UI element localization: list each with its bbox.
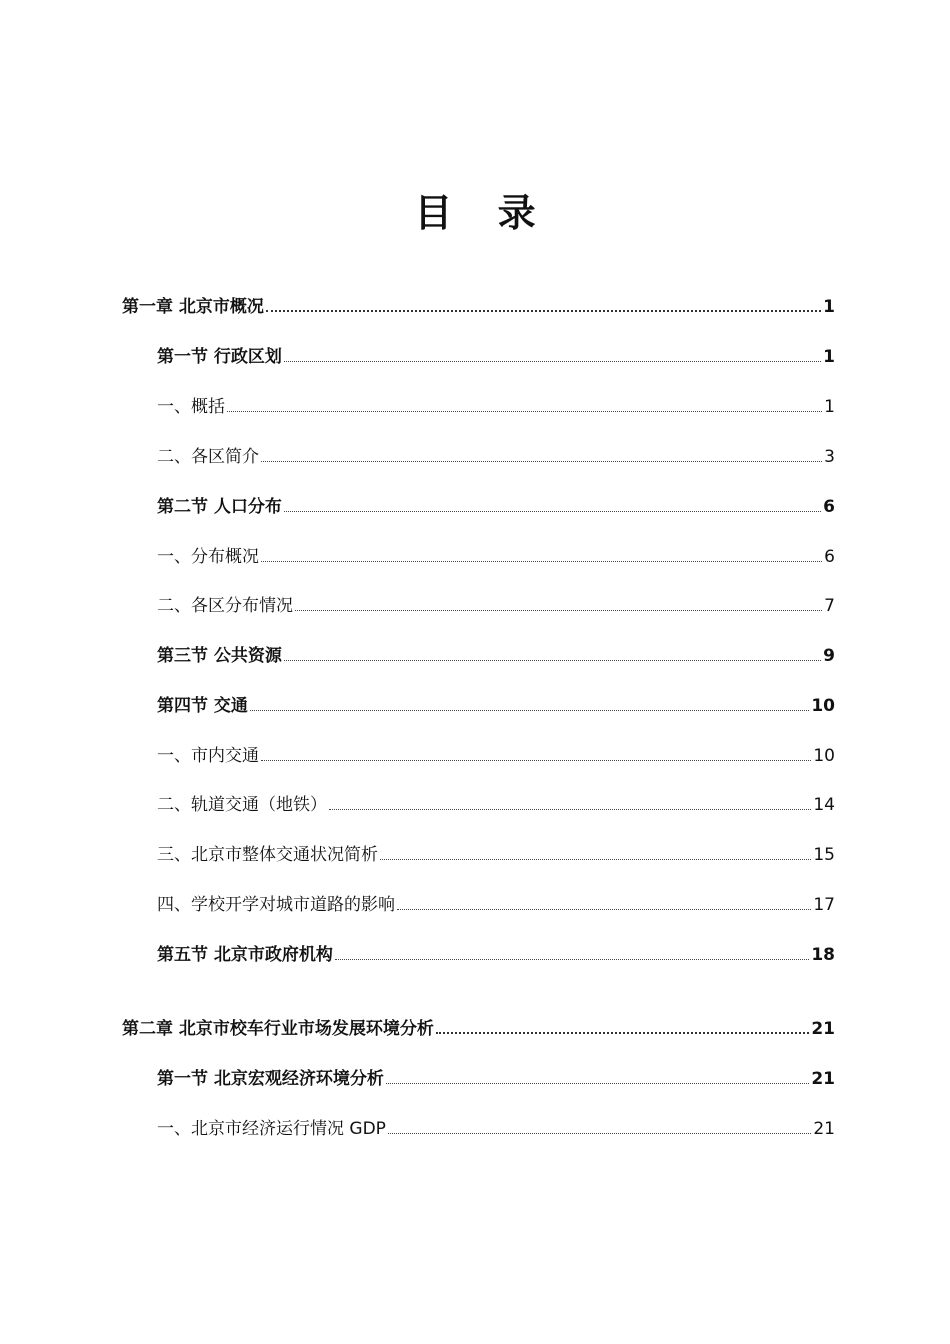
toc-page-number: 6 bbox=[824, 547, 835, 567]
toc-entry-subsection[interactable] bbox=[157, 592, 835, 616]
toc-entry-text: 一、市内交通 bbox=[157, 746, 259, 766]
toc-leader-dots bbox=[388, 1133, 811, 1134]
toc-entry-subsection[interactable] bbox=[157, 841, 835, 865]
toc-entry-section[interactable] bbox=[157, 941, 835, 965]
toc-entry-subsection[interactable] bbox=[157, 742, 835, 766]
toc-page-number: 18 bbox=[811, 945, 835, 965]
toc-page-number: 10 bbox=[811, 696, 835, 716]
toc-entry-text: 二、各区简介 bbox=[157, 447, 259, 467]
toc-page-number: 21 bbox=[811, 1019, 835, 1039]
toc-entry-text: 第三节 公共资源 bbox=[157, 646, 282, 666]
toc-page-number: 7 bbox=[824, 596, 835, 616]
toc-page-number: 21 bbox=[813, 1119, 835, 1139]
toc-leader-dots bbox=[250, 710, 809, 711]
toc-entry-text: 第二节 人口分布 bbox=[157, 497, 282, 517]
toc-entry-section[interactable] bbox=[157, 343, 835, 367]
toc-entry-subsection[interactable] bbox=[157, 443, 835, 467]
toc-page-number: 17 bbox=[813, 895, 835, 915]
toc-entry-text: 四、学校开学对城市道路的影响 bbox=[157, 895, 395, 915]
toc-entry-subsection[interactable] bbox=[157, 543, 835, 567]
toc-entry-text: 第一节 行政区划 bbox=[157, 347, 282, 367]
toc-entry-subsection[interactable] bbox=[157, 791, 835, 815]
toc-entry-section[interactable] bbox=[157, 493, 835, 517]
toc-entry-chapter-2[interactable] bbox=[122, 1015, 835, 1039]
toc-page-number: 14 bbox=[813, 795, 835, 815]
toc-leader-dots bbox=[397, 909, 811, 910]
toc-entry-section[interactable] bbox=[157, 692, 835, 716]
toc-entry-text: 第四节 交通 bbox=[157, 696, 248, 716]
toc-leader-dots bbox=[227, 411, 822, 412]
toc-entry-subsection[interactable] bbox=[157, 891, 835, 915]
toc-leader-dots bbox=[261, 561, 822, 562]
toc-entry-text: 第一章 北京市概况 bbox=[122, 297, 264, 317]
toc-entry-section[interactable] bbox=[157, 642, 835, 666]
toc-entry-subsection[interactable] bbox=[157, 1115, 835, 1139]
toc-page-number: 9 bbox=[823, 646, 835, 666]
toc-leader-dots bbox=[284, 511, 821, 512]
toc-entry-text: 一、北京市经济运行情况 GDP bbox=[157, 1119, 386, 1139]
toc-page-number: 1 bbox=[824, 397, 835, 417]
toc-leader-dots bbox=[386, 1083, 809, 1084]
toc-leader-dots bbox=[266, 310, 821, 312]
page-title: 目 录 bbox=[414, 191, 552, 235]
toc-leader-dots bbox=[380, 859, 811, 860]
toc-page-number: 3 bbox=[824, 447, 835, 467]
toc-entry-subsection[interactable] bbox=[157, 393, 835, 417]
toc-page-number: 15 bbox=[813, 845, 835, 865]
toc-page-number: 21 bbox=[811, 1069, 835, 1089]
toc-page-number: 1 bbox=[823, 347, 835, 367]
toc-entry-text: 一、概括 bbox=[157, 397, 225, 417]
toc-leader-dots bbox=[284, 660, 821, 661]
toc-page-number: 10 bbox=[813, 746, 835, 766]
toc-leader-dots bbox=[261, 760, 811, 761]
toc-leader-dots bbox=[335, 959, 809, 960]
toc-leader-dots bbox=[284, 361, 821, 362]
toc-page-number: 6 bbox=[823, 497, 835, 517]
toc-page-number: 1 bbox=[823, 297, 835, 317]
toc-leader-dots bbox=[436, 1032, 809, 1034]
toc-entry-text: 二、各区分布情况 bbox=[157, 596, 293, 616]
toc-entry-text: 第五节 北京市政府机构 bbox=[157, 945, 333, 965]
toc-entry-text: 一、分布概况 bbox=[157, 547, 259, 567]
toc-leader-dots bbox=[261, 461, 822, 462]
toc-entry-text: 三、北京市整体交通状况简析 bbox=[157, 845, 378, 865]
toc-leader-dots bbox=[329, 809, 811, 810]
toc-entry-text: 第一节 北京宏观经济环境分析 bbox=[157, 1069, 384, 1089]
toc-entry-chapter-1[interactable] bbox=[122, 293, 835, 317]
toc-entry-section[interactable] bbox=[157, 1065, 835, 1089]
toc-entry-text: 第二章 北京市校车行业市场发展环境分析 bbox=[122, 1019, 434, 1039]
toc-leader-dots bbox=[295, 610, 822, 611]
toc-entry-text: 二、轨道交通（地铁） bbox=[157, 795, 327, 815]
